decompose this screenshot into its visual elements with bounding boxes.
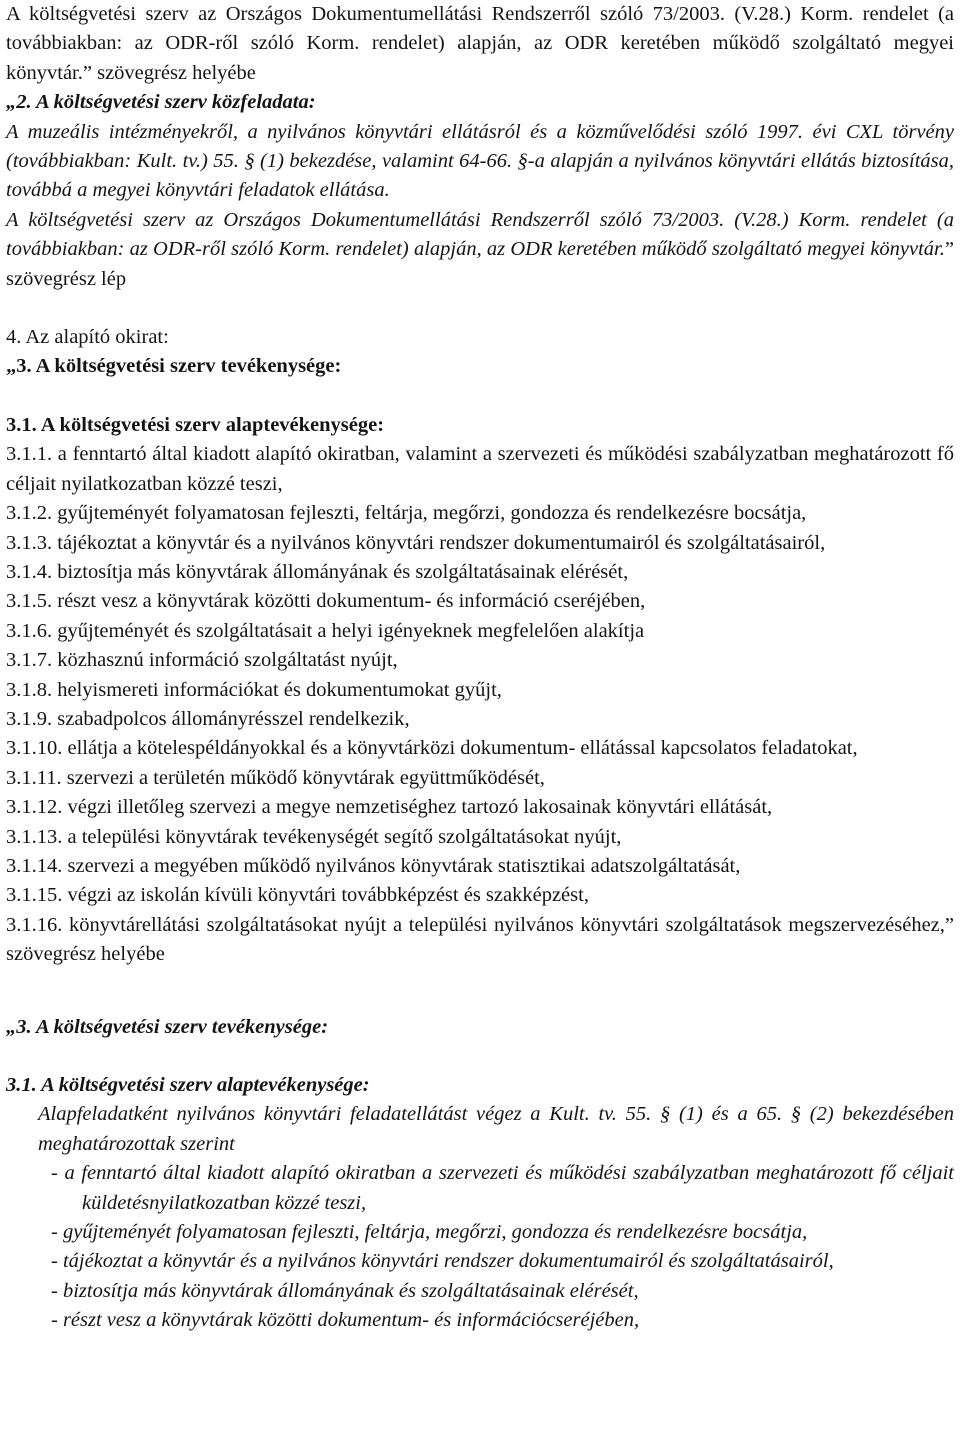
paragraph-kozfeladat: A muzeális intézményekről, a nyilvános könyvtári ellátásról és a közművelődési szóló 1997. évi CXL törvény (továbbiakban: Kult. tv.) 55. § (1) bekezdése, valamint 64-66. §-a alapján a nyilvános könyvtári ellátás biztosítása, továbbá a megyei könyvtári feladatok ellátása. <box>6 120 954 202</box>
activity-list-old <box>6 440 954 969</box>
activity-item: 3.1.2. gyűjteményét folyamatosan fejleszti, feltárja, megőrzi, gondozza és rendelkezésre bocsátja, <box>6 502 807 525</box>
paragraph-odr-new-tail: ” szövegrész lép <box>6 238 954 290</box>
paragraph-alapfeladat: Alapfeladatként nyilvános könyvtári feladatellátást végez a Kult. tv. 55. § (1) és a 65. § (2) bekezdésében meghatározottak szerint <box>38 1103 954 1155</box>
activity-item: 3.1.16. könyvtárellátási szolgáltatásokat nyújt a települési nyilvános könyvtári szolgáltatások megszervezéséhez,” szövegrész helyébe <box>6 913 954 966</box>
spacer <box>6 999 954 1013</box>
activity-item: 3.1.10. ellátja a kötelespéldányokkal és a könyvtárközi dokumentum- ellátással kapcsolatos feladatokat, <box>6 737 858 760</box>
heading-tevekenyseg-new: „3. A költségvetési szerv tevékenysége: <box>6 1015 329 1038</box>
activity-item: 3.1.6. gyűjteményét és szolgáltatásait a helyi igényeknek megfelelően alakítja <box>6 619 645 642</box>
activity-item: 3.1.1. a fenntartó által kiadott alapító okiratban, valamint a szervezeti és működési szabályzatban meghatározott fő céljait nyilatkozatban közzé teszi, <box>6 443 954 495</box>
spacer <box>6 294 954 323</box>
activity-list-new <box>6 1159 954 1335</box>
activity-bullet-item: - biztosítja más könyvtárak állományának és szolgáltatásainak elérését, <box>51 1279 639 1302</box>
activity-bullet-item: - a fenntartó által kiadott alapító okiratban a szervezeti és működési szabályzatban meghatározott fő céljait küldetésnyilatkozatban közzé teszi, <box>51 1162 954 1214</box>
heading-alaptevekenyseg-old: 3.1. A költségvetési szerv alaptevékenysége: <box>6 413 385 436</box>
activity-item: 3.1.3. tájékoztat a könyvtár és a nyilvános könyvtári rendszer dokumentumairól és szolgáltatásairól, <box>6 531 826 554</box>
activity-bullet-item: - tájékoztat a könyvtár és a nyilvános könyvtári rendszer dokumentumairól és szolgáltatásairól, <box>51 1250 834 1273</box>
heading-tevekenyseg-old: „3. A költségvetési szerv tevékenysége: <box>6 355 342 378</box>
paragraph-odr-new-text: A költségvetési szerv az Országos Dokumentumellátási Rendszerről szóló 73/2003. (V.28.) Korm. rendelet (a továbbiakban: az ODR-ről szóló Korm. rendelet) alapján, az ODR keretében működő szolgáltató megyei könyvtár. <box>6 208 954 261</box>
item-alapito-okirat: 4. Az alapító okirat: <box>6 326 169 349</box>
spacer <box>6 382 954 411</box>
activity-item: 3.1.12. végzi illetőleg szervezi a megye nemzetiséghez tartozó lakosainak könyvtári ellátását, <box>6 796 773 819</box>
paragraph-odr-replaced: A költségvetési szerv az Országos Dokumentumellátási Rendszerről szóló 73/2003. (V.28.) Korm. rendelet (a továbbiakban: az ODR-ről szóló Korm. rendelet) alapján, az ODR keretében működő szolgáltató megyei könyvtár.” szövegrész helyébe <box>6 3 954 84</box>
heading-kozfeladat: „2. A költségvetési szerv közfeladata: <box>6 91 316 114</box>
document-page <box>6 0 954 1336</box>
spacer <box>6 1042 954 1071</box>
activity-item: 3.1.8. helyismereti információkat és dokumentumokat gyűjt, <box>6 678 502 701</box>
activity-item: 3.1.14. szervezi a megyében működő nyilvános könyvtárak statisztikai adatszolgáltatását, <box>6 854 741 877</box>
heading-alaptevekenyseg-new: 3.1. A költségvetési szerv alaptevékenysége: <box>6 1074 370 1096</box>
activity-bullet-item: - részt vesz a könyvtárak közötti dokumentum- és információcseréjében, <box>51 1309 640 1332</box>
activity-item: 3.1.11. szervezi a területén működő könyvtárak együttműködését, <box>6 766 545 789</box>
activity-item: 3.1.9. szabadpolcos állományrésszel rendelkezik, <box>6 707 410 730</box>
activity-item: 3.1.13. a települési könyvtárak tevékenységét segítő szolgáltatásokat nyújt, <box>6 825 622 848</box>
activity-item: 3.1.15. végzi az iskolán kívüli könyvtári továbbképzést és szakképzést, <box>6 884 589 907</box>
activity-item: 3.1.4. biztosítja más könyvtárak állományának és szolgáltatásainak elérését, <box>6 560 629 583</box>
activity-item: 3.1.7. közhasznú információ szolgáltatást nyújt, <box>6 649 398 672</box>
activity-item: 3.1.5. részt vesz a könyvtárak közötti dokumentum- és információ cseréjében, <box>6 590 646 613</box>
paragraph-odr-new <box>6 206 954 294</box>
spacer <box>6 970 954 999</box>
activity-bullet-item: - gyűjteményét folyamatosan fejleszti, feltárja, megőrzi, gondozza és rendelkezésre bocsátja, <box>51 1221 808 1244</box>
